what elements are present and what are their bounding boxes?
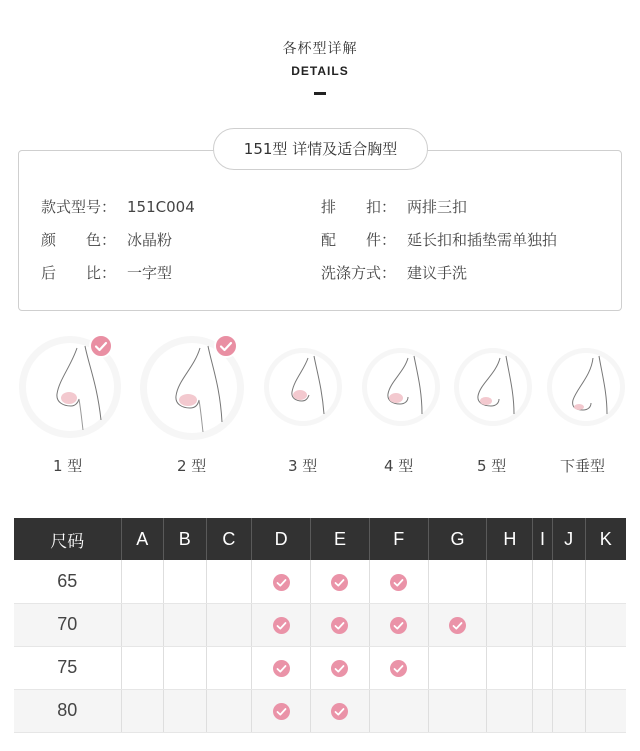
table-row [14, 646, 626, 689]
check-circle-icon [273, 574, 290, 591]
cup-cell [428, 689, 487, 732]
check-circle-icon [390, 660, 407, 677]
header-cell: E [311, 518, 370, 560]
header-cell: J [552, 518, 585, 560]
info-label: 洗涤方式： [321, 264, 397, 282]
size-cell: 70 [14, 603, 121, 646]
header-cell: F [369, 518, 428, 560]
check-circle-icon [89, 334, 113, 358]
table-row [14, 689, 626, 732]
header-cell: K [585, 518, 626, 560]
info-label: 排 扣： [321, 198, 397, 216]
check-circle-icon [214, 334, 238, 358]
header-cell: G [428, 518, 487, 560]
cup-cell [206, 603, 252, 646]
info-value: 两排三扣 [407, 198, 468, 216]
cup-cell [311, 560, 370, 603]
size-cell: 75 [14, 646, 121, 689]
shape-circle [454, 348, 532, 426]
breast-outline-icon [547, 348, 625, 426]
cup-cell [552, 646, 585, 689]
info-value: 一字型 [127, 264, 173, 282]
header-cell: H [487, 518, 533, 560]
cup-cell [533, 603, 553, 646]
cup-cell [533, 689, 553, 732]
shape-item-4[interactable] [362, 348, 440, 426]
info-row-washing [321, 262, 467, 283]
cup-cell [552, 603, 585, 646]
title-divider [314, 92, 326, 95]
cup-cell [533, 560, 553, 603]
table-row [14, 560, 626, 603]
size-table-header [14, 518, 626, 560]
check-circle-icon [331, 574, 348, 591]
size-table [14, 518, 626, 733]
cup-cell [428, 560, 487, 603]
breast-outline-icon [264, 348, 342, 426]
cup-cell [369, 560, 428, 603]
size-cell: 80 [14, 689, 121, 732]
cup-cell [206, 689, 252, 732]
header-cell: D [252, 518, 311, 560]
cup-cell [552, 560, 585, 603]
info-row-back [41, 262, 172, 283]
shape-item-5[interactable] [454, 348, 532, 426]
cup-cell [487, 689, 533, 732]
section-header [0, 38, 640, 95]
info-row-model [41, 196, 195, 217]
section-title-en: DETAILS [291, 64, 349, 78]
info-label: 后 比： [41, 264, 117, 282]
check-circle-icon [273, 617, 290, 634]
cup-cell [252, 646, 311, 689]
cup-cell [369, 646, 428, 689]
shape-circle [362, 348, 440, 426]
shape-item-3[interactable] [264, 348, 342, 426]
size-cell: 65 [14, 560, 121, 603]
info-row-accessories [321, 229, 557, 250]
cup-cell [206, 560, 252, 603]
info-value: 151C004 [127, 198, 195, 216]
cup-cell [311, 689, 370, 732]
shape-label-5: 5 型 [477, 457, 507, 475]
cup-cell [585, 646, 626, 689]
info-row-hooks [321, 196, 467, 217]
cup-cell [206, 646, 252, 689]
info-value: 延长扣和插垫需单独拍 [407, 231, 558, 249]
info-value: 建议手洗 [407, 264, 468, 282]
check-circle-icon [390, 617, 407, 634]
cup-cell [533, 646, 553, 689]
cup-cell [311, 603, 370, 646]
cup-cell [121, 603, 164, 646]
shape-label-sagging: 下垂型 [560, 457, 606, 475]
cup-cell [252, 560, 311, 603]
cup-cell [252, 603, 311, 646]
cup-cell [585, 560, 626, 603]
cup-cell [252, 689, 311, 732]
header-cell: C [206, 518, 252, 560]
cup-cell [428, 646, 487, 689]
cup-cell [487, 646, 533, 689]
shape-label-4: 4 型 [384, 457, 414, 475]
cup-cell [585, 689, 626, 732]
cup-cell [369, 603, 428, 646]
header-cell: B [164, 518, 207, 560]
shape-label-1: 1 型 [53, 457, 83, 475]
cup-cell [428, 603, 487, 646]
header-cell: I [533, 518, 553, 560]
cup-cell [311, 646, 370, 689]
header-cell: A [121, 518, 164, 560]
cup-cell [164, 646, 207, 689]
check-circle-icon [449, 617, 466, 634]
shape-item-1[interactable] [19, 336, 121, 438]
cup-cell [121, 646, 164, 689]
shape-item-2[interactable] [140, 336, 244, 440]
check-circle-icon [273, 703, 290, 720]
info-label: 款式型号： [41, 198, 117, 216]
shape-item-sagging[interactable] [547, 348, 625, 426]
size-table-body [14, 560, 626, 732]
cup-cell [164, 603, 207, 646]
shape-label-3: 3 型 [288, 457, 318, 475]
cup-cell [552, 689, 585, 732]
shape-circle [547, 348, 625, 426]
breast-outline-icon [362, 348, 440, 426]
breast-outline-icon [454, 348, 532, 426]
section-title-cn: 各杯型详解 [282, 41, 358, 57]
cup-cell [164, 560, 207, 603]
check-circle-icon [331, 617, 348, 634]
cup-cell [487, 560, 533, 603]
check-circle-icon [273, 660, 290, 677]
info-label: 配 件： [321, 231, 397, 249]
cup-cell [121, 689, 164, 732]
cup-cell [164, 689, 207, 732]
cup-cell [487, 603, 533, 646]
table-row [14, 603, 626, 646]
shape-circle [264, 348, 342, 426]
shape-label-2: 2 型 [177, 457, 207, 475]
cup-cell [585, 603, 626, 646]
product-info-title: 151型 详情及适合胸型 [213, 128, 428, 170]
check-circle-icon [331, 703, 348, 720]
info-label: 颜 色： [41, 231, 117, 249]
check-circle-icon [390, 574, 407, 591]
cup-cell [121, 560, 164, 603]
header-cell: 尺码 [14, 518, 121, 560]
info-row-color [41, 229, 172, 250]
info-value: 冰晶粉 [127, 231, 173, 249]
check-circle-icon [331, 660, 348, 677]
cup-cell [369, 689, 428, 732]
